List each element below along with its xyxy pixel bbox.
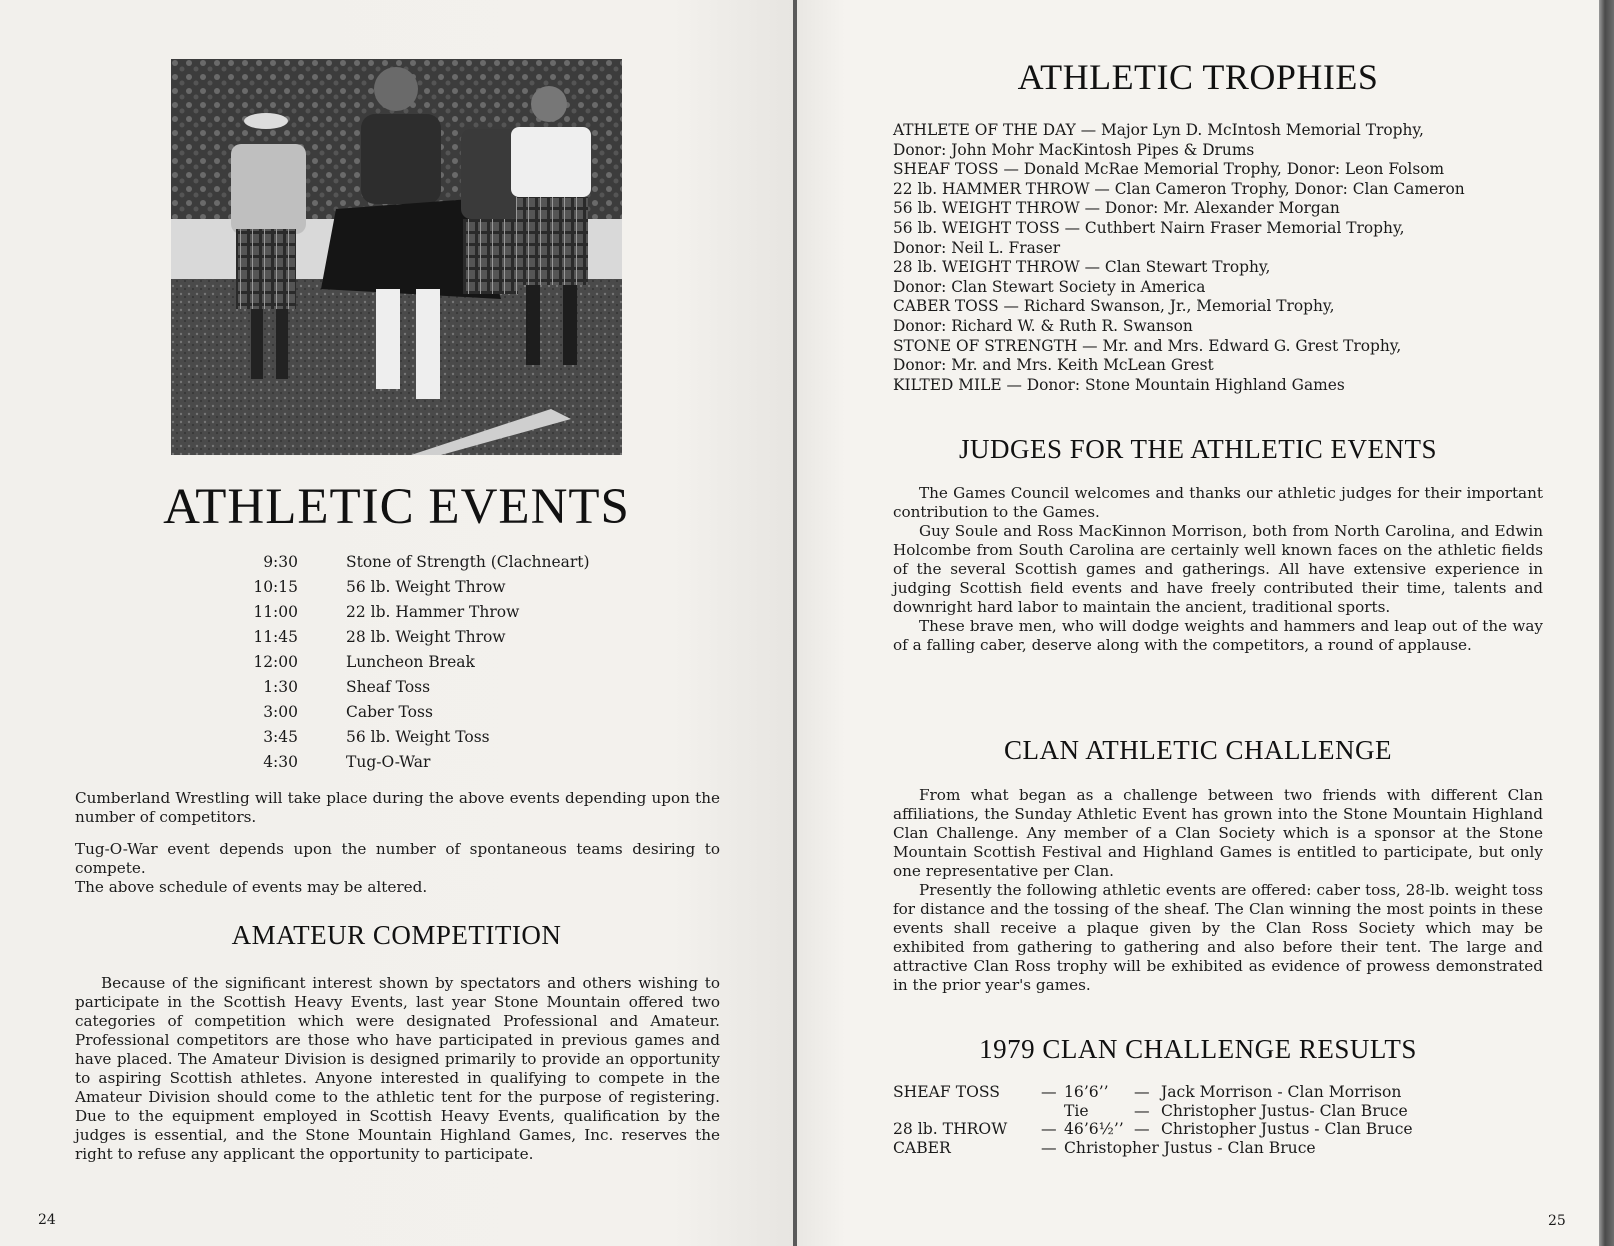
result-dash: — (1134, 1120, 1150, 1139)
clan-challenge-paragraph: From what began as a challenge between two friends with different Clan affiliations, the Sunday Athletic Event has grown into the Stone Mountain Highland Clan Challenge. Any member of a Clan Society which is a sponsor at the Stone Mountain Scottish Festival and Highland Games is entitled to participate, but only one representative per Clan. (893, 786, 1543, 880)
schedule-event: 22 lb. Hammer Throw (346, 603, 520, 621)
schedule-time: 12:00 (253, 653, 298, 671)
schedule-event: Sheaf Toss (346, 678, 431, 696)
schedule-event: 56 lb. Weight Toss (346, 728, 490, 746)
schedule-time: 4:30 (263, 753, 298, 771)
schedule-event: Stone of Strength (Clachneart) (346, 553, 590, 571)
athlete-photo (171, 59, 622, 455)
schedule-event: 28 lb. Weight Throw (346, 628, 506, 646)
schedule-row (230, 600, 590, 625)
trophy-line: 28 lb. WEIGHT THROW — Clan Stewart Trophy, (893, 258, 1271, 277)
result-event: CABER (893, 1139, 951, 1158)
schedule-row (230, 625, 590, 650)
schedule-row (230, 575, 590, 600)
result-row (893, 1120, 1413, 1139)
wrestling-note: Cumberland Wrestling will take place during the above events depending upon the number of competitors. (75, 789, 720, 826)
schedule-time: 1:30 (263, 678, 298, 696)
amateur-competition-body (75, 974, 720, 1164)
result-event: 28 lb. THROW (893, 1120, 1008, 1139)
trophy-line: 56 lb. WEIGHT TOSS — Cuthbert Nairn Fraser Memorial Trophy, (893, 218, 1405, 237)
schedule-altered-note: The above schedule of events may be altered. (75, 878, 428, 896)
trophy-line: STONE OF STRENGTH — Mr. and Mrs. Edward G. Grest Trophy, (893, 336, 1402, 355)
result-row (893, 1102, 1413, 1121)
result-winner: Christopher Justus - Clan Bruce (1161, 1120, 1413, 1139)
result-mark: 46’6½’’ (1064, 1120, 1124, 1139)
schedule-event: Tug-O-War (346, 753, 431, 771)
schedule-event: Caber Toss (346, 703, 433, 721)
schedule-row (230, 750, 590, 775)
trophies-list (893, 121, 1543, 395)
result-mark: Tie (1064, 1101, 1089, 1120)
judges-paragraph: These brave men, who will dodge weights and hammers and leap out of the way of a falling caber, deserve along with the competitors, a round of applause. (893, 617, 1543, 654)
clan-challenge-paragraph: Presently the following athletic events are offered: caber toss, 28-lb. weight toss for distance and the tossing of the sheaf. The Clan winning the most points in these events shall receive a plaque given by the Clan Ross Society which may be exhibited from gathering to gathering and also before their tent. The large and attractive Clan Ross trophy will be exhibited as evidence of prowess demonstrated in the prior year's games. (893, 881, 1543, 994)
trophy-line: Donor: John Mohr MacKintosh Pipes & Drums (893, 140, 1255, 159)
schedule-time: 10:15 (253, 578, 298, 596)
judges-paragraph: The Games Council welcomes and thanks our athletic judges for their important contribution to the Games. (893, 484, 1543, 521)
event-schedule (230, 550, 590, 775)
result-dash: — (1134, 1083, 1150, 1101)
schedule-row (230, 725, 590, 750)
clan-challenge-body (893, 786, 1543, 995)
result-event (893, 1102, 1041, 1121)
schedule-time: 3:45 (263, 728, 298, 746)
schedule-row (230, 675, 590, 700)
trophy-line: Donor: Clan Stewart Society in America (893, 277, 1206, 296)
trophy-line: CABER TOSS — Richard Swanson, Jr., Memorial Trophy, (893, 297, 1335, 316)
trophy-line: Donor: Mr. and Mrs. Keith McLean Grest (893, 356, 1214, 375)
result-dash: — (1041, 1083, 1057, 1101)
results-table (893, 1083, 1413, 1158)
result-winner: Christopher Justus - Clan Bruce (1064, 1139, 1316, 1158)
athletic-events-title: ATHLETIC EVENTS (163, 479, 630, 535)
page-number-right: 25 (1548, 1213, 1566, 1229)
trophy-line: 56 lb. WEIGHT THROW — Donor: Mr. Alexander Morgan (893, 199, 1340, 218)
trophy-line: ATHLETE OF THE DAY — Major Lyn D. McIntosh Memorial Trophy, (893, 121, 1424, 139)
schedule-time: 9:30 (263, 553, 298, 571)
result-winner: Jack Morrison - Clan Morrison (1161, 1083, 1402, 1101)
page-number-left: 24 (38, 1212, 56, 1228)
schedule-row (230, 550, 590, 575)
schedule-row (230, 700, 590, 725)
photo-image (171, 59, 622, 455)
clan-challenge-heading: CLAN ATHLETIC CHALLENGE (1004, 735, 1392, 765)
result-event: SHEAF TOSS (893, 1083, 1000, 1101)
result-row (893, 1083, 1413, 1102)
left-page (0, 0, 793, 1246)
result-row (893, 1139, 1413, 1158)
athletic-trophies-heading: ATHLETIC TROPHIES (1017, 57, 1379, 97)
results-heading: 1979 CLAN CHALLENGE RESULTS (979, 1034, 1417, 1064)
result-winner: Christopher Justus- Clan Bruce (1161, 1101, 1408, 1120)
trophy-line: SHEAF TOSS — Donald McRae Memorial Trophy, Donor: Leon Folsom (893, 160, 1445, 179)
amateur-paragraph: Because of the significant interest shown by spectators and others wishing to participate in the Scottish Heavy Events, last year Stone Mountain offered two categories of competition which were designated Professional and Amateur. Professional competitors are those who have participated in previous games and have placed. The Amateur Division is designed primarily to provide an opportunity to aspiring Scottish athletes. Anyone interested in qualifying to compete in the Amateur Division should come to the athletic tent for the purpose of registering. Due to the equipment employed in Scottish Heavy Events, qualification by the judges is essential, and the Stone Mountain Highland Games, Inc. reserves the right to refuse any applicant the opportunity to participate. (75, 974, 720, 1163)
schedule-time: 11:00 (253, 603, 298, 621)
page-edge (1599, 0, 1614, 1246)
amateur-competition-heading: AMATEUR COMPETITION (231, 920, 562, 950)
trophy-line: KILTED MILE — Donor: Stone Mountain Highland Games (893, 375, 1345, 394)
judges-body (893, 484, 1543, 655)
result-dash: — (1134, 1101, 1150, 1120)
result-mark: 16’6’’ (1064, 1083, 1109, 1101)
schedule-row (230, 650, 590, 675)
schedule-time: 3:00 (263, 703, 298, 721)
trophy-line: Donor: Richard W. & Ruth R. Swanson (893, 316, 1193, 335)
trophy-line: 22 lb. HAMMER THROW — Clan Cameron Trophy, Donor: Clan Cameron (893, 179, 1465, 198)
schedule-time: 11:45 (253, 628, 298, 646)
result-dash (1041, 1102, 1064, 1121)
schedule-event: Luncheon Break (346, 653, 475, 671)
trophy-line: Donor: Neil L. Fraser (893, 238, 1061, 257)
tug-o-war-note: Tug-O-War event depends upon the number of spontaneous teams desiring to compete. (75, 840, 720, 877)
schedule-event: 56 lb. Weight Throw (346, 578, 506, 596)
result-dash: — (1041, 1139, 1057, 1158)
judges-heading: JUDGES FOR THE ATHLETIC EVENTS (958, 434, 1437, 464)
result-dash: — (1041, 1120, 1057, 1139)
judges-paragraph: Guy Soule and Ross MacKinnon Morrison, both from North Carolina, and Edwin Holcombe from South Carolina are certainly well known faces on the athletic fields of the several Scottish games and gatherings. All have extensive experience in judging Scottish field events and have freely contributed their time, talents and downright hard labor to maintain the ancient, traditional sports. (893, 522, 1543, 616)
